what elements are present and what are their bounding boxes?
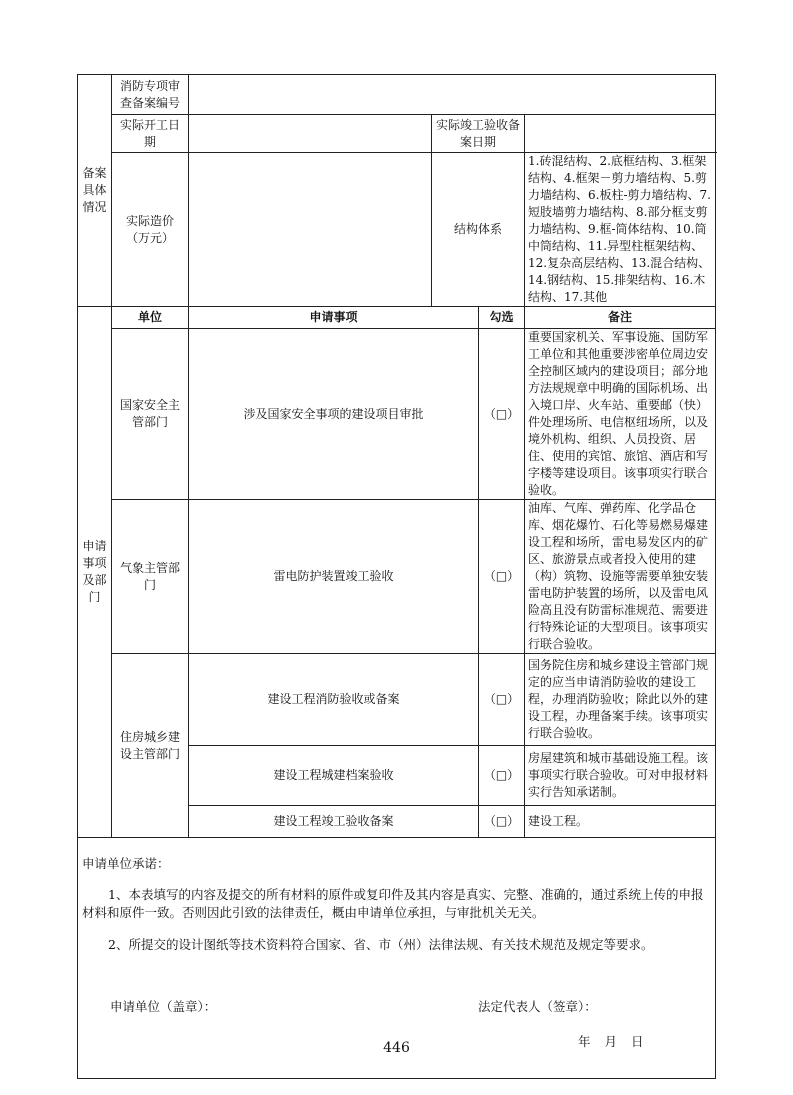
pledge-title: 申请单位承诺： [82,856,170,871]
structure-label: 结构体系 [432,153,525,307]
checkbox-archives[interactable]: （□） [479,746,525,806]
start-date-field[interactable] [189,115,432,153]
structure-options: 1.砖混结构、2.底框结构、3.框架结构、4.框架－剪力墙结构、5.剪力墙结构、6.板柱-剪力墙结构、7.短肢墙剪力墙结构、8.部分框支剪力墙结构、9.框-筒体结构、10.筒中筒结构、11.异型柱框架结构、12.复杂高层结构、13.混合结构、14.钢结构、15.排架结构、16.木结构、17.其他 [525,153,716,307]
fire-no-field[interactable] [189,75,716,115]
checkbox-lightning[interactable]: （□） [479,500,525,654]
remark-lightning: 油库、气库、弹药库、化学品仓库、烟花爆竹、石化等易燃易爆建设工程和场所，雷电易发区内的矿区、旅游景点或者投入使用的建（构）筑物、设施等需要单独安装雷电防护装置的场所，以及雷电风险高且没有防雷标准规范、需要进行特殊论证的大型项目。该事项实行联合验收。 [525,500,716,654]
item-lightning: 雷电防护装置竣工验收 [189,500,479,654]
fire-no-label: 消防专项审查备案编号 [112,75,189,115]
cost-field[interactable] [189,153,432,307]
unit-housing: 住房城乡建设主管部门 [112,654,189,838]
acceptance-form-table [77,74,716,1079]
remark-national-security: 重要国家机关、军事设施、国防军工单位和其他重要涉密单位周边安全控制区域内的建设项目；部分地方法规规章中明确的国际机场、出入境口岸、火车站、重要邮（快）件处理场所、电信枢纽场所，以及境外机构、组织、人员投资、居住、使用的宾馆、旅馆、酒店和写字楼等建设项目。该事项实行联合验收。 [525,329,716,500]
apply-side-label: 申请事项及部门 [78,307,112,838]
completion-date-field[interactable] [525,115,716,153]
page-number: 446 [383,1040,410,1056]
remark-completion-record: 建设工程。 [525,806,716,838]
cost-label: 实际造价（万元） [112,153,189,307]
remark-archives: 房屋建筑和城市基础设施工程。该事项实行联合验收。可对申报材料实行告知承诺制。 [525,746,716,806]
completion-date-label: 实际竣工验收备案日期 [432,115,525,153]
unit-meteorology: 气象主管部门 [112,500,189,654]
header-unit: 单位 [112,307,189,329]
item-national-security: 涉及国家安全事项的建设项目审批 [189,329,479,500]
remark-fire-acceptance: 国务院住房和城乡建设主管部门规定的应当申请消防验收的建设工程，办理消防验收；除此以外的建设工程，办理备案手续。该事项实行联合验收。 [525,654,716,746]
item-archives: 建设工程城建档案验收 [189,746,479,806]
filing-side-label: 备案具体情况 [78,75,112,307]
header-check: 勾选 [479,307,525,329]
header-item: 申请事项 [189,307,479,329]
legal-rep-label: 法定代表人（签章）： [478,999,597,1014]
item-fire-acceptance: 建设工程消防验收或备案 [189,654,479,746]
date-label: 年 月 日 [578,1034,644,1049]
unit-national-security: 国家安全主管部门 [112,329,189,500]
pledge-paragraph-2: 2、所提交的设计图纸等技术资料符合国家、省、市（州）法律法规、有关技术规范及规定等要求。 [108,937,654,952]
checkbox-fire-acceptance[interactable]: （□） [479,654,525,746]
start-date-label: 实际开工日期 [112,115,189,153]
checkbox-completion-record[interactable]: （□） [479,806,525,838]
checkbox-national-security[interactable]: （□） [479,329,525,500]
seal-label: 申请单位（盖章）： [110,999,217,1014]
pledge-paragraph-1: 1、本表填写的内容及提交的所有材料的原件或复印件及其内容是真实、完整、准确的，通过系统上传的申报材料和原件一致。否则因此引致的法律责任，概由申请单位承担，与审批机关无关。 [82,887,704,920]
header-remark: 备注 [525,307,716,329]
item-completion-record: 建设工程竣工验收备案 [189,806,479,838]
